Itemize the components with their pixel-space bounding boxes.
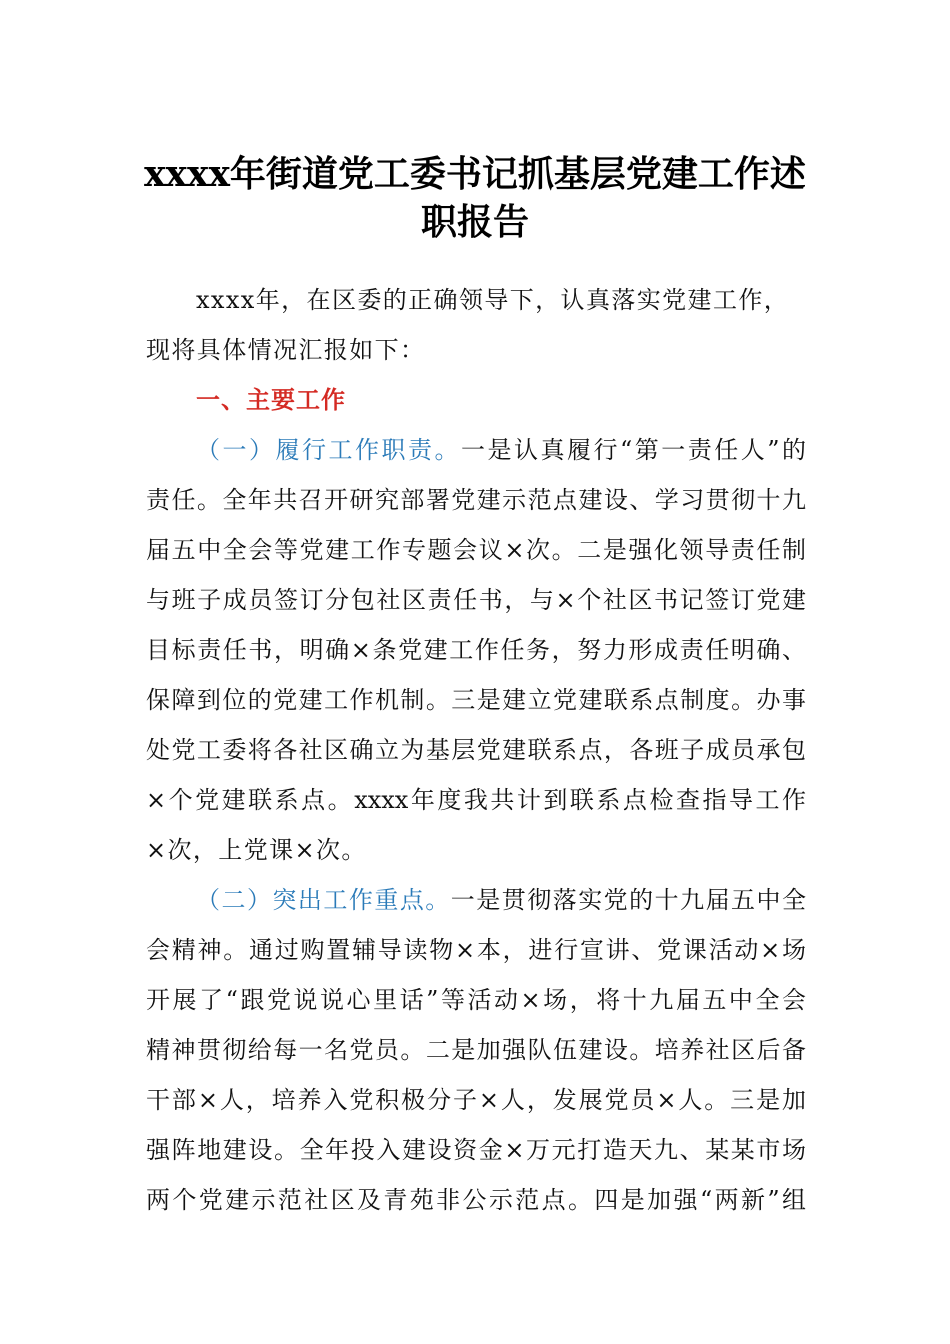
- subsection-2-line: 精神贯彻给每一名党员。二是加强队伍建设。培养社区后备: [146, 1036, 806, 1064]
- document-title-line-1: xxxx年街道党工委书记抓基层党建工作述: [144, 153, 806, 195]
- subsection-1-first-line: [196, 433, 806, 467]
- subsection-1-line: 保障到位的党建工作机制。三是建立党建联系点制度。办事: [146, 686, 806, 714]
- subsection-2-line: 干部×人，培养入党积极分子×人，发展党员×人。三是加: [146, 1086, 806, 1114]
- subsection-1-first-line-text: 一是认真履行“第一责任人”的: [460, 436, 806, 464]
- section-heading-main-work: 一、主要工作: [196, 386, 346, 414]
- document-title-line-2: 职报告: [420, 201, 529, 243]
- subsection-2-line: 开展了“跟党说说心里话”等活动×场，将十九届五中全会: [146, 986, 806, 1014]
- subsection-1-line: 责任。全年共召开研究部署党建示范点建设、学习贯彻十九: [146, 486, 806, 514]
- subsection-1-line: 处党工委将各社区确立为基层党建联系点，各班子成员承包: [146, 736, 806, 764]
- subsection-2-first-line-text: 一是贯彻落实党的十九届五中全: [450, 886, 807, 914]
- subsection-1-line: 与班子成员签订分包社区责任书，与×个社区书记签订党建: [146, 586, 806, 614]
- subsection-2-line: 强阵地建设。全年投入建设资金×万元打造天九、某某市场: [146, 1136, 806, 1164]
- subsection-1-line: ×个党建联系点。xxxx年度我共计到联系点检查指导工作: [146, 786, 806, 814]
- subsection-2-label: （二）突出工作重点。: [196, 886, 451, 914]
- subsection-2-first-line: [196, 883, 806, 917]
- subsection-1-line: 届五中全会等党建工作专题会议×次。二是强化领导责任制: [146, 536, 806, 564]
- subsection-1-line: ×次，上党课×次。: [146, 836, 367, 864]
- subsection-2-line: 两个党建示范社区及青苑非公示范点。四是加强“两新”组: [146, 1186, 806, 1214]
- intro-line-1: xxxx年，在区委的正确领导下，认真落实党建工作，: [196, 286, 790, 314]
- subsection-1-label: （一）履行工作职责。: [196, 436, 461, 464]
- subsection-1-line: 目标责任书，明确×条党建工作任务，努力形成责任明确、: [146, 636, 806, 664]
- intro-line-2: 现将具体情况汇报如下：: [146, 336, 426, 364]
- subsection-2-line: 会精神。通过购置辅导读物×本，进行宣讲、党课活动×场: [146, 936, 806, 964]
